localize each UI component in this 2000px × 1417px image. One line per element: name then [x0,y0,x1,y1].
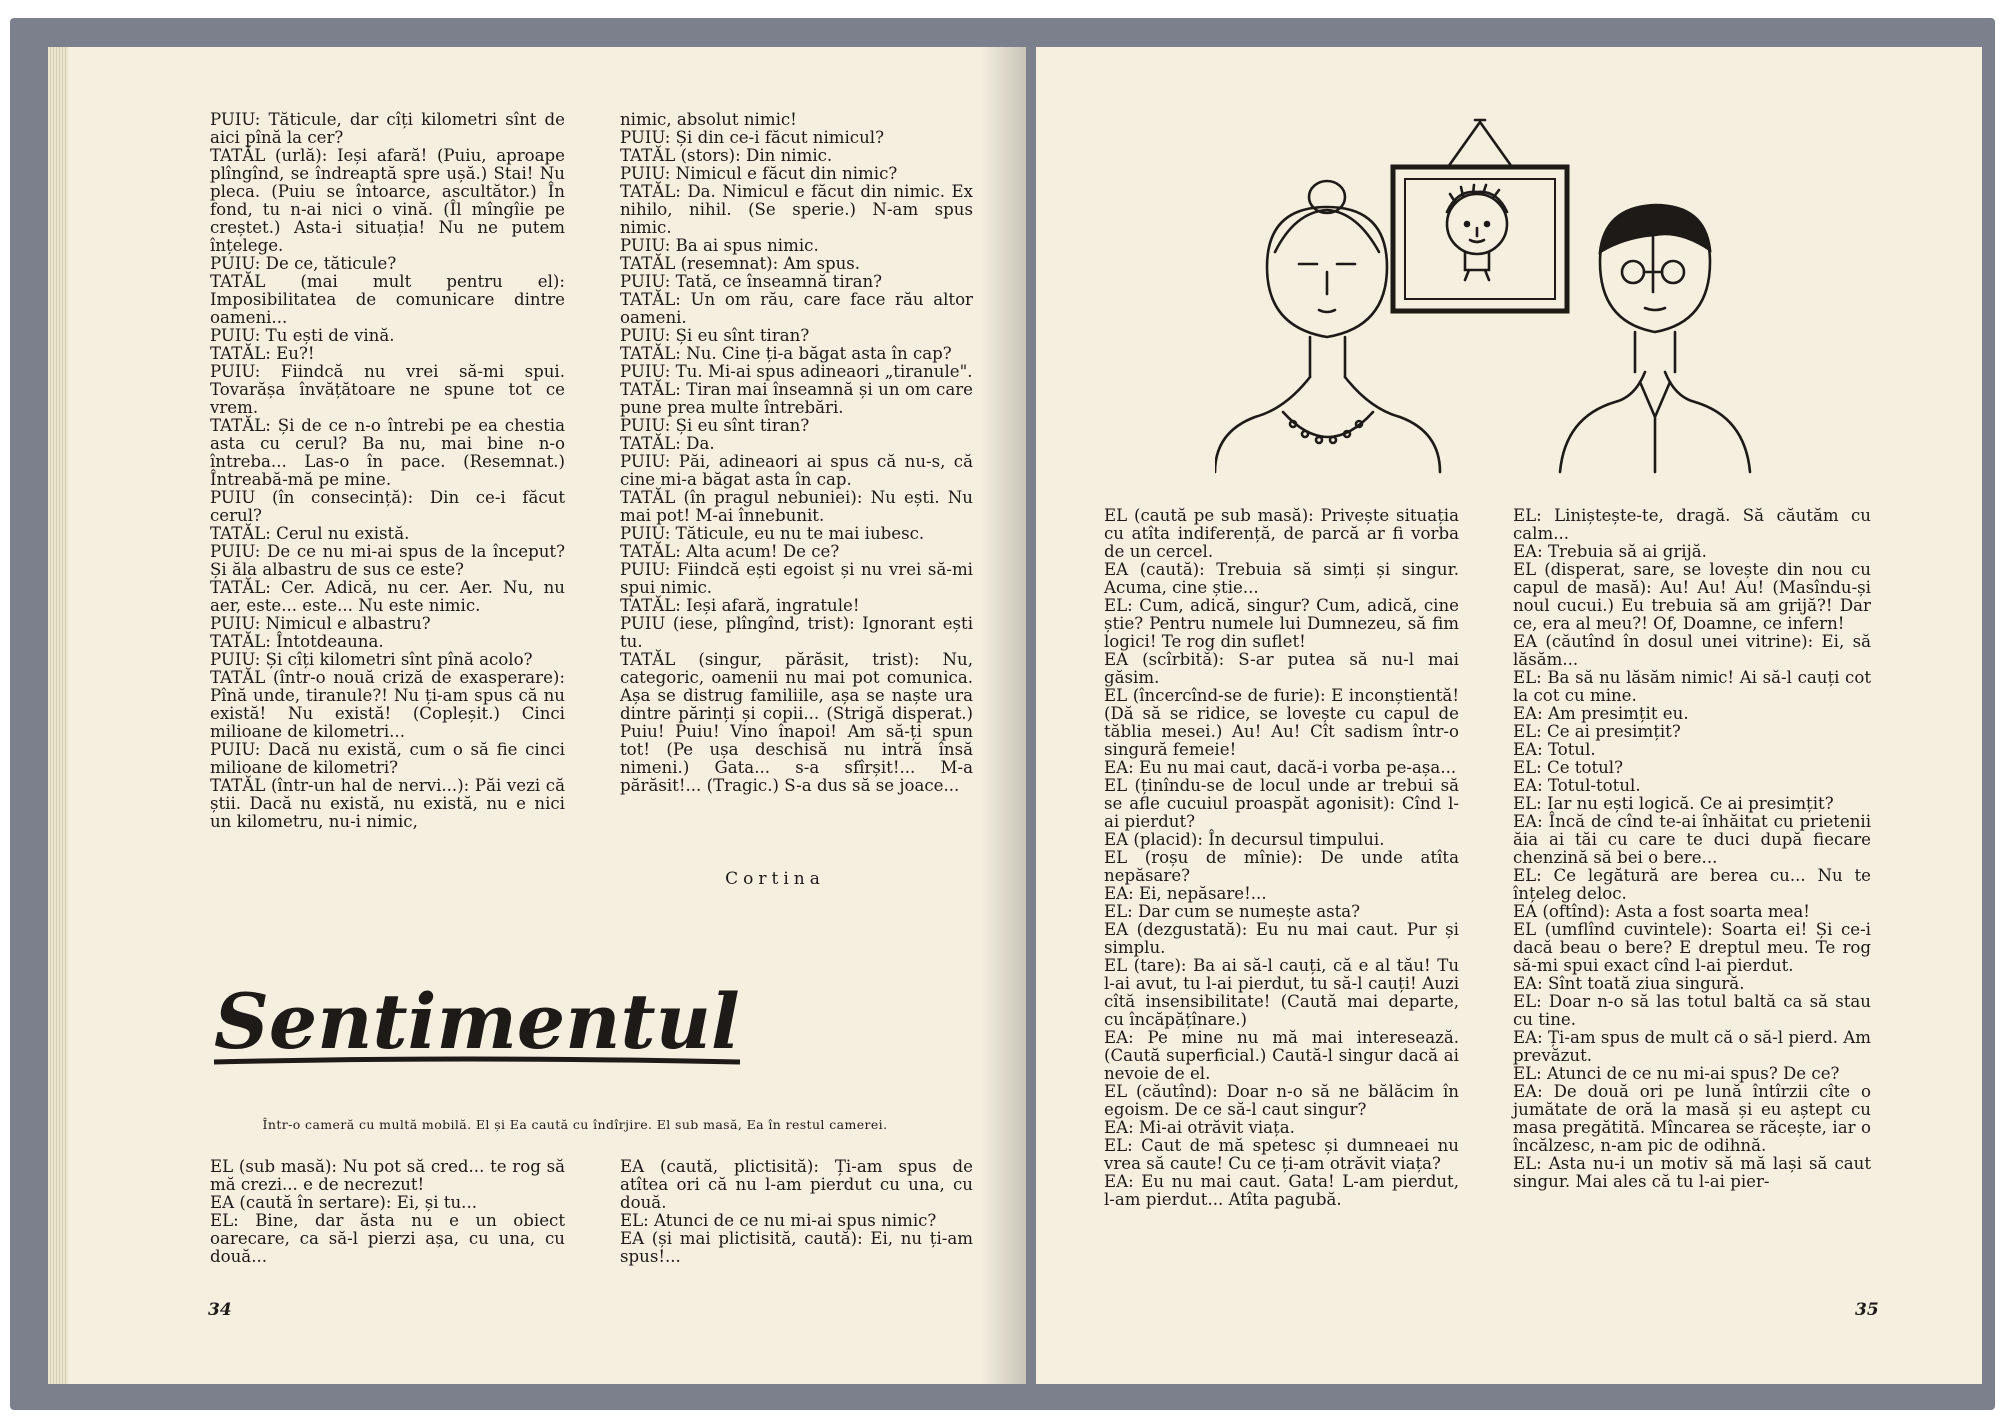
dialogue-line: PUIU: Tăticule, eu nu te mai iubesc. [620,524,925,543]
dialogue-line: EL: Atunci de ce nu mi-ai spus? De ce? [1513,1064,1840,1083]
dialogue-line: TATĂL (mai mult pentru el): Imposibilitatea de comunicare dintre oameni... [210,272,565,327]
dialogue-line: PUIU: Nimicul e făcut din nimic? [620,164,898,183]
dialogue-line: TATĂL: Alta acum! De ce? [620,542,840,561]
dialogue-line: EL (caută pe sub masă): Privește situația cu atîta indiferență, de parcă ar fi vorba de un cercel. [1104,506,1459,561]
left-page-column-1 [210,111,565,831]
dialogue-line: PUIU: Păi, adineaori ai spus că nu-s, că cine mi-a băgat asta în cap. [620,452,973,489]
left-page-column-4 [620,1158,973,1266]
dialogue-line: TATĂL (resemnat): Am spus. [620,254,861,273]
dialogue-line: PUIU: Tu ești de vină. [210,326,395,345]
dialogue-line: EA (dezgustată): Eu nu mai caut. Pur și simplu. [1104,920,1459,957]
dialogue-line: EL: Ce ai presimțit? [1513,722,1681,741]
child-face-icon [1447,194,1507,254]
dialogue-line: EA: De două ori pe lună întîrzii cîte o jumătate de oră la masă și eu aștept cu masa pregătită. Mîncarea se răcește, iar o încălzesc, n-am pic de odihnă. [1513,1082,1871,1155]
scene-intro: Într-o cameră cu multă mobilă. El și Ea caută cu îndîrjire. El sub masă, Ea în restul camerei. [262,1117,888,1132]
dialogue-line: TATĂL: Nu. Cine ți-a băgat asta în cap? [620,344,952,363]
dialogue-line: EA (oftînd): Asta a fost soarta mea! [1513,902,1810,921]
curtain-label: Cortina [725,869,825,889]
dialogue-line: PUIU: Și cîți kilometri sînt pînă acolo? [210,650,533,669]
dialogue-line: EL (ținîndu-se de locul unde ar trebui să se afle cucuiul proaspăt agonisit): Cînd l-ai pierdut? [1104,776,1459,831]
dialogue-line: EL: Asta nu-i un motiv să mă lași să caut singur. Mai ales că tu l-ai pier- [1513,1154,1871,1191]
dialogue-line: EA (și mai plictisită, caută): Ei, nu ți-am spus!... [620,1229,973,1266]
family-portrait-illustration [1215,112,1755,492]
dialogue-line: EL: Doar n-o să las totul baltă ca să stau cu tine. [1513,992,1871,1029]
dialogue-line: EA (căutînd în dosul unei vitrine): Ei, să lăsăm... [1513,632,1871,669]
dialogue-line: TATĂL (stors): Din nimic. [620,146,833,165]
dialogue-line: PUIU: Fiindcă ești egoist și nu vrei să-mi spui nimic. [620,560,973,597]
dialogue-line: EA: Totul. [1513,740,1596,759]
dialogue-line: TATĂL: Cerul nu există. [210,524,410,543]
dialogue-line: TATĂL (urlă): Ieși afară! (Puiu, aproape plîngînd, se îndreaptă spre ușă.) Stai! Nu pleca. (Puiu se întoarce, ascultător.) În fond, tu n-ai nici o vină. (Îl mîngîie pe creștet.) Asta-i situația! Nu ne putem înțelege. [210,146,565,255]
dialogue-line: EA (caută, plictisită): Ți-am spus de atîtea ori că nu l-am pierdut cu una, cu două. [620,1157,973,1212]
dialogue-line: TATĂL: Și de ce n-o întrebi pe ea chestia asta cu cerul? Ba nu, mai bine n-o întreba... Las-o în pace. (Resemnat.) Întreabă-mă pe mine. [210,416,565,489]
dialogue-line: EL (încercînd-se de furie): E inconștientă! (Dă să se ridice, se lovește cu capul de tăblia mesei.) Au! Au! Cît sadism într-o singură femeie! [1104,686,1459,759]
dialogue-line: EA: Totul-totul. [1513,776,1641,795]
dialogue-line: PUIU: De ce nu mi-ai spus de la început? Și ăla albastru de sus ce este? [210,542,565,579]
dialogue-line: TATĂL: Un om rău, care face rău altor oameni. [620,290,973,327]
picture-frame-icon [1393,167,1567,311]
dialogue-line: EA (placid): În decursul timpului. [1104,830,1385,849]
dialogue-line: EL (sub masă): Nu pot să cred... te rog să mă crezi... e de necrezut! [210,1157,565,1194]
dialogue-line: EL (căutînd): Doar n-o să ne bălăcim în egoism. De ce să-l caut singur? [1104,1082,1459,1119]
dialogue-line: EL: Dar cum se numește asta? [1104,902,1361,921]
dialogue-line: EL (disperat, sare, se lovește din nou cu capul de masă): Au! Au! Au! (Masîndu-și noul cucui.) Eu trebuia să am grijă?! Dar ce, era al meu?! Of, Doamne, ce infern! [1513,560,1871,633]
gutter-shadow [980,47,1026,1384]
dialogue-line: EL (tare): Ba ai să-l cauți, că e al tău! Tu l-ai avut, tu l-ai pierdut, tu să-l cauți! Auzi cîtă insensibilitate! (Caută mai departe, cu încăpățînare.) [1104,956,1459,1029]
dialogue-line: PUIU: Fiindcă nu vrei să-mi spui. Tovarășa învățătoare ne spune tot ce vrem. [210,362,565,417]
dialogue-line: EA: Mi-ai otrăvit viața. [1104,1118,1295,1137]
dialogue-line: EL: Ce legătură are berea cu... Nu te înțeleg deloc. [1513,866,1871,903]
dialogue-line: PUIU: Dacă nu există, cum o să fie cinci milioane de kilometri? [210,740,565,777]
glasses-icon [1622,261,1644,283]
page-number-left: 34 [208,1300,232,1320]
dialogue-line: TATĂL (într-un hal de nervi...): Păi vezi că știi. Dacă nu există, nu există, nu e nici un kilometru, nu-i nimic, [210,776,565,831]
dialogue-line: EL: Bine, dar ăsta nu e un obiect oarecare, ca să-l pierzi așa, cu una, cu două... [210,1211,565,1266]
dialogue-line: PUIU (iese, plîngînd, trist): Ignorant ești tu. [620,614,973,651]
dialogue-line: EL: Iar nu ești logică. Ce ai presimțit? [1513,794,1834,813]
dialogue-line: PUIU: Tată, ce înseamnă tiran? [620,272,883,291]
dialogue-line: EL: Liniștește-te, dragă. Să căutăm cu calm... [1513,506,1871,543]
dialogue-line: EA: Pe mine nu mă mai interesează. (Caută superficial.) Caută-l singur dacă ai nevoie de el. [1104,1028,1459,1083]
play-title-text: Sentimentul [214,977,740,1066]
dialogue-line: PUIU: Nimicul e albastru? [210,614,431,633]
dialogue-line: PUIU: Și eu sînt tiran? [620,416,810,435]
dialogue-line: EA (caută): Trebuia să simți și singur. Acuma, cine știe... [1104,560,1459,597]
dialogue-line: TATĂL: Da. [620,434,715,453]
dialogue-line: EA (scîrbită): S-ar putea să nu-l mai găsim. [1104,650,1459,687]
dialogue-line: TATĂL: Da. Nimicul e făcut din nimic. Ex nihilo, nihil. (Se sperie.) N-am spus nimic. [620,182,973,237]
dialogue-line: EA: Am presimțit eu. [1513,704,1689,723]
dialogue-line: EL: Cum, adică, singur? Cum, adică, cine știe? Pentru numele lui Dumnezeu, să fim logici! Te rog din suflet! [1104,596,1459,651]
play-title [210,970,750,1075]
dialogue-line: TATĂL (într-o nouă criză de exasperare): Pînă unde, tiranule?! Nu ți-am spus că nu există! Nu există! (Copleșit.) Cinci milioane de kilometri... [210,668,565,741]
dialogue-line: EL: Ce totul? [1513,758,1624,777]
page-number-right: 35 [1855,1300,1879,1320]
dialogue-line: EA: Sînt toată ziua singură. [1513,974,1745,993]
dialogue-line: TATĂL: Tiran mai înseamnă și un om care pune prea multe întrebări. [620,380,973,417]
dialogue-line: TATĂL: Întotdeauna. [210,632,384,651]
right-page-column-1 [1104,507,1459,1209]
page-edges [48,47,68,1384]
frame-string [1448,122,1512,167]
dialogue-line: nimic, absolut nimic! [620,110,797,129]
dialogue-line: EL (umflînd cuvintele): Soarta ei! Și ce-i dacă beau o bere? E dreptul meu. Te rog să-mi spui exact cînd l-ai pierdut. [1513,920,1871,975]
dialogue-line: EA (caută în sertare): Ei, și tu... [210,1193,477,1212]
dialogue-line: TATĂL: Eu?! [210,344,315,363]
dialogue-line: EL: Atunci de ce nu mi-ai spus nimic? [620,1211,937,1230]
dialogue-line: EL: Ba să nu lăsăm nimic! Ai să-l cauți cot la cot cu mine. [1513,668,1871,705]
dialogue-line: EA: Încă de cînd te-ai înhăitat cu prietenii ăia ai tăi cu care te duci după fiecare chenzină să bei o bere... [1513,812,1871,867]
dialogue-line: PUIU: Tăticule, dar cîți kilometri sînt de aici pînă la cer? [210,110,565,147]
dialogue-line: PUIU (în consecință): Din ce-i făcut cerul? [210,488,565,525]
dialogue-line: EA: Trebuia să ai grijă. [1513,542,1707,561]
right-page-column-2 [1513,507,1871,1191]
dialogue-line: TATĂL: Cer. Adică, nu cer. Aer. Nu, nu aer, este... este... Nu este nimic. [210,578,565,615]
dialogue-line: PUIU: De ce, tăticule? [210,254,397,273]
dialogue-line: TATĂL (în pragul nebuniei): Nu ești. Nu mai pot! M-ai înnebunit. [620,488,973,525]
dialogue-line: PUIU: Ba ai spus nimic. [620,236,819,255]
dialogue-line: EA: Eu nu mai caut, dacă-i vorba pe-așa... [1104,758,1457,777]
dialogue-line: EA: Ei, nepăsare!... [1104,884,1267,903]
dialogue-line: TATĂL (singur, părăsit, trist): Nu, categoric, oamenii nu mai pot comunica. Așa se distrug familiile, așa se naște ura dintre părinți și copii... (Strigă disperat.) Puiu! Puiu! Vino înapoi! Am să-ți spun tot! (Pe ușa deschisă nu intră însă nimeni.) Gata... s-a sfîrșit!... M-a părăsit!... (Tragic.) S-a dus să se joace... [620,650,973,795]
dialogue-line: EA: Ți-am spus de mult că o să-l pierd. Am prevăzut. [1513,1028,1871,1065]
dialogue-line: PUIU: Și eu sînt tiran? [620,326,810,345]
dialogue-line: PUIU: Și din ce-i făcut nimicul? [620,128,884,147]
dialogue-line: EL: Caut de mă spetesc și dumneaei nu vrea să caute! Cu ce ți-am otrăvit viața? [1104,1136,1459,1173]
dialogue-line: EA: Eu nu mai caut. Gata! L-am pierdut, l-am pierdut... Atîta pagubă. [1104,1172,1459,1209]
dialogue-line: TATĂL: Ieși afară, ingratule! [620,596,860,615]
left-page-column-3 [210,1158,565,1266]
left-page-column-2 [620,111,973,795]
dialogue-line: EL (roșu de mînie): De unde atîta nepăsare? [1104,848,1459,885]
dialogue-line: PUIU: Tu. Mi-ai spus adineaori „tiranule". [620,362,973,381]
